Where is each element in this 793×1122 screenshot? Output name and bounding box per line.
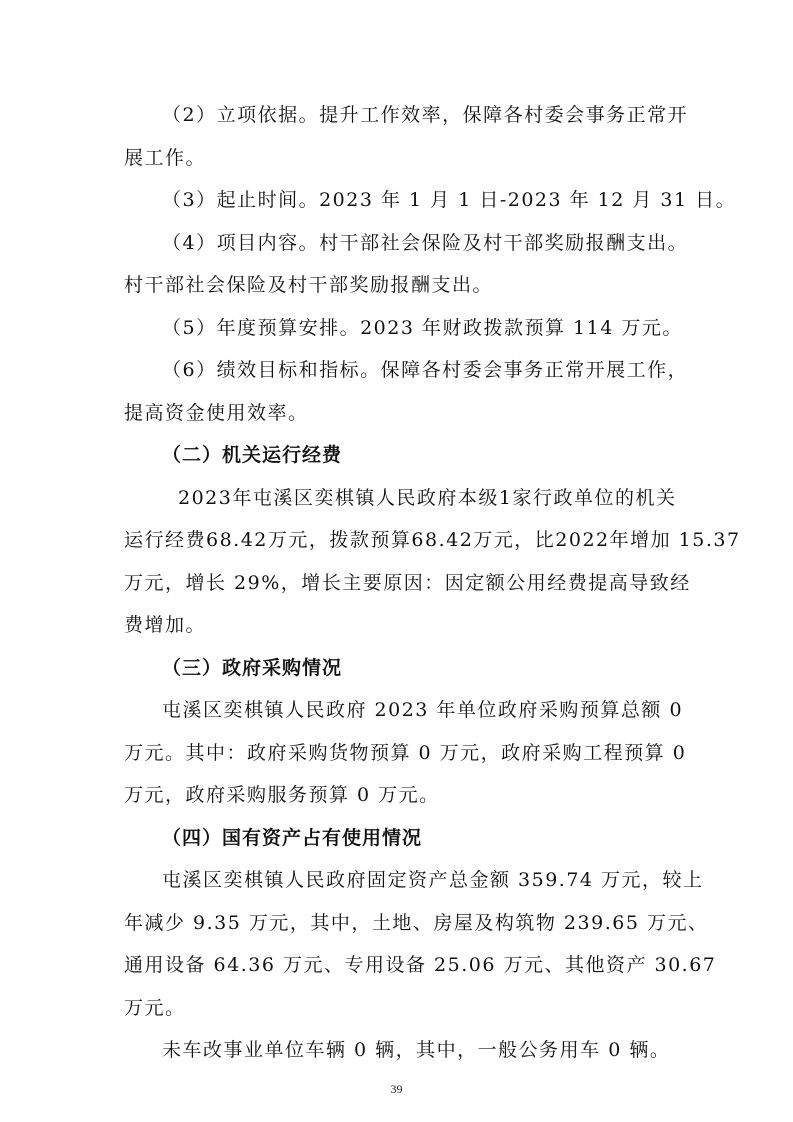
section-4-line-2: 年减少 9.35 万元，其中，土地、房屋及构筑物 239.65 万元、: [124, 912, 709, 934]
section-2-line-2: 运行经费68.42万元，拨款预算68.42万元，比2022年增加 15.37: [124, 529, 741, 551]
section-4-line-4: 万元。: [124, 997, 186, 1019]
section-heading-government-procurement: （三）政府采购情况: [162, 657, 343, 679]
item-2-line-2: 展工作。: [124, 147, 207, 169]
section-3-line-2: 万元。其中：政府采购货物预算 0 万元，政府采购工程预算 0: [124, 742, 687, 764]
item-2-line-1: （2）立项依据。提升工作效率，保障各村委会事务正常开: [162, 104, 689, 126]
item-5-line-1: （5）年度预算安排。2023 年财政拨款预算 114 万元。: [162, 317, 683, 339]
section-2-line-1: 2023年屯溪区奕棋镇人民政府本级1家行政单位的机关: [178, 487, 677, 509]
section-4-line-3: 通用设备 64.36 万元、专用设备 25.06 万元、其他资产 30.67: [124, 954, 717, 976]
section-3-line-1: 屯溪区奕棋镇人民政府 2023 年单位政府采购预算总额 0: [162, 699, 684, 721]
item-4-line-1: （4）项目内容。村干部社会保险及村干部奖励报酬支出。: [162, 232, 689, 254]
item-3-line-1: （3）起止时间。2023 年 1 月 1 日-2023 年 12 月 31 日。: [162, 189, 737, 211]
section-heading-state-assets: （四）国有资产占有使用情况: [162, 827, 423, 849]
section-2-line-4: 费增加。: [124, 614, 207, 636]
item-6-line-1: （6）绩效目标和指标。保障各村委会事务正常开展工作，: [162, 359, 689, 381]
item-6-line-2: 提高资金使用效率。: [124, 402, 309, 424]
item-4-line-2: 村干部社会保险及村干部奖励报酬支出。: [124, 274, 494, 296]
section-4-line-1: 屯溪区奕棋镇人民政府固定资产总金额 359.74 万元，较上: [162, 869, 704, 891]
section-2-line-3: 万元，增长 29%，增长主要原因：因定额公用经费提高导致经: [124, 572, 691, 594]
section-3-line-3: 万元，政府采购服务预算 0 万元。: [124, 784, 440, 806]
page-number: 39: [390, 1082, 403, 1096]
section-heading-operating-expenses: （二）机关运行经费: [162, 444, 343, 466]
section-4-line-5: 未车改事业单位车辆 0 辆，其中，一般公务用车 0 辆。: [162, 1039, 671, 1061]
